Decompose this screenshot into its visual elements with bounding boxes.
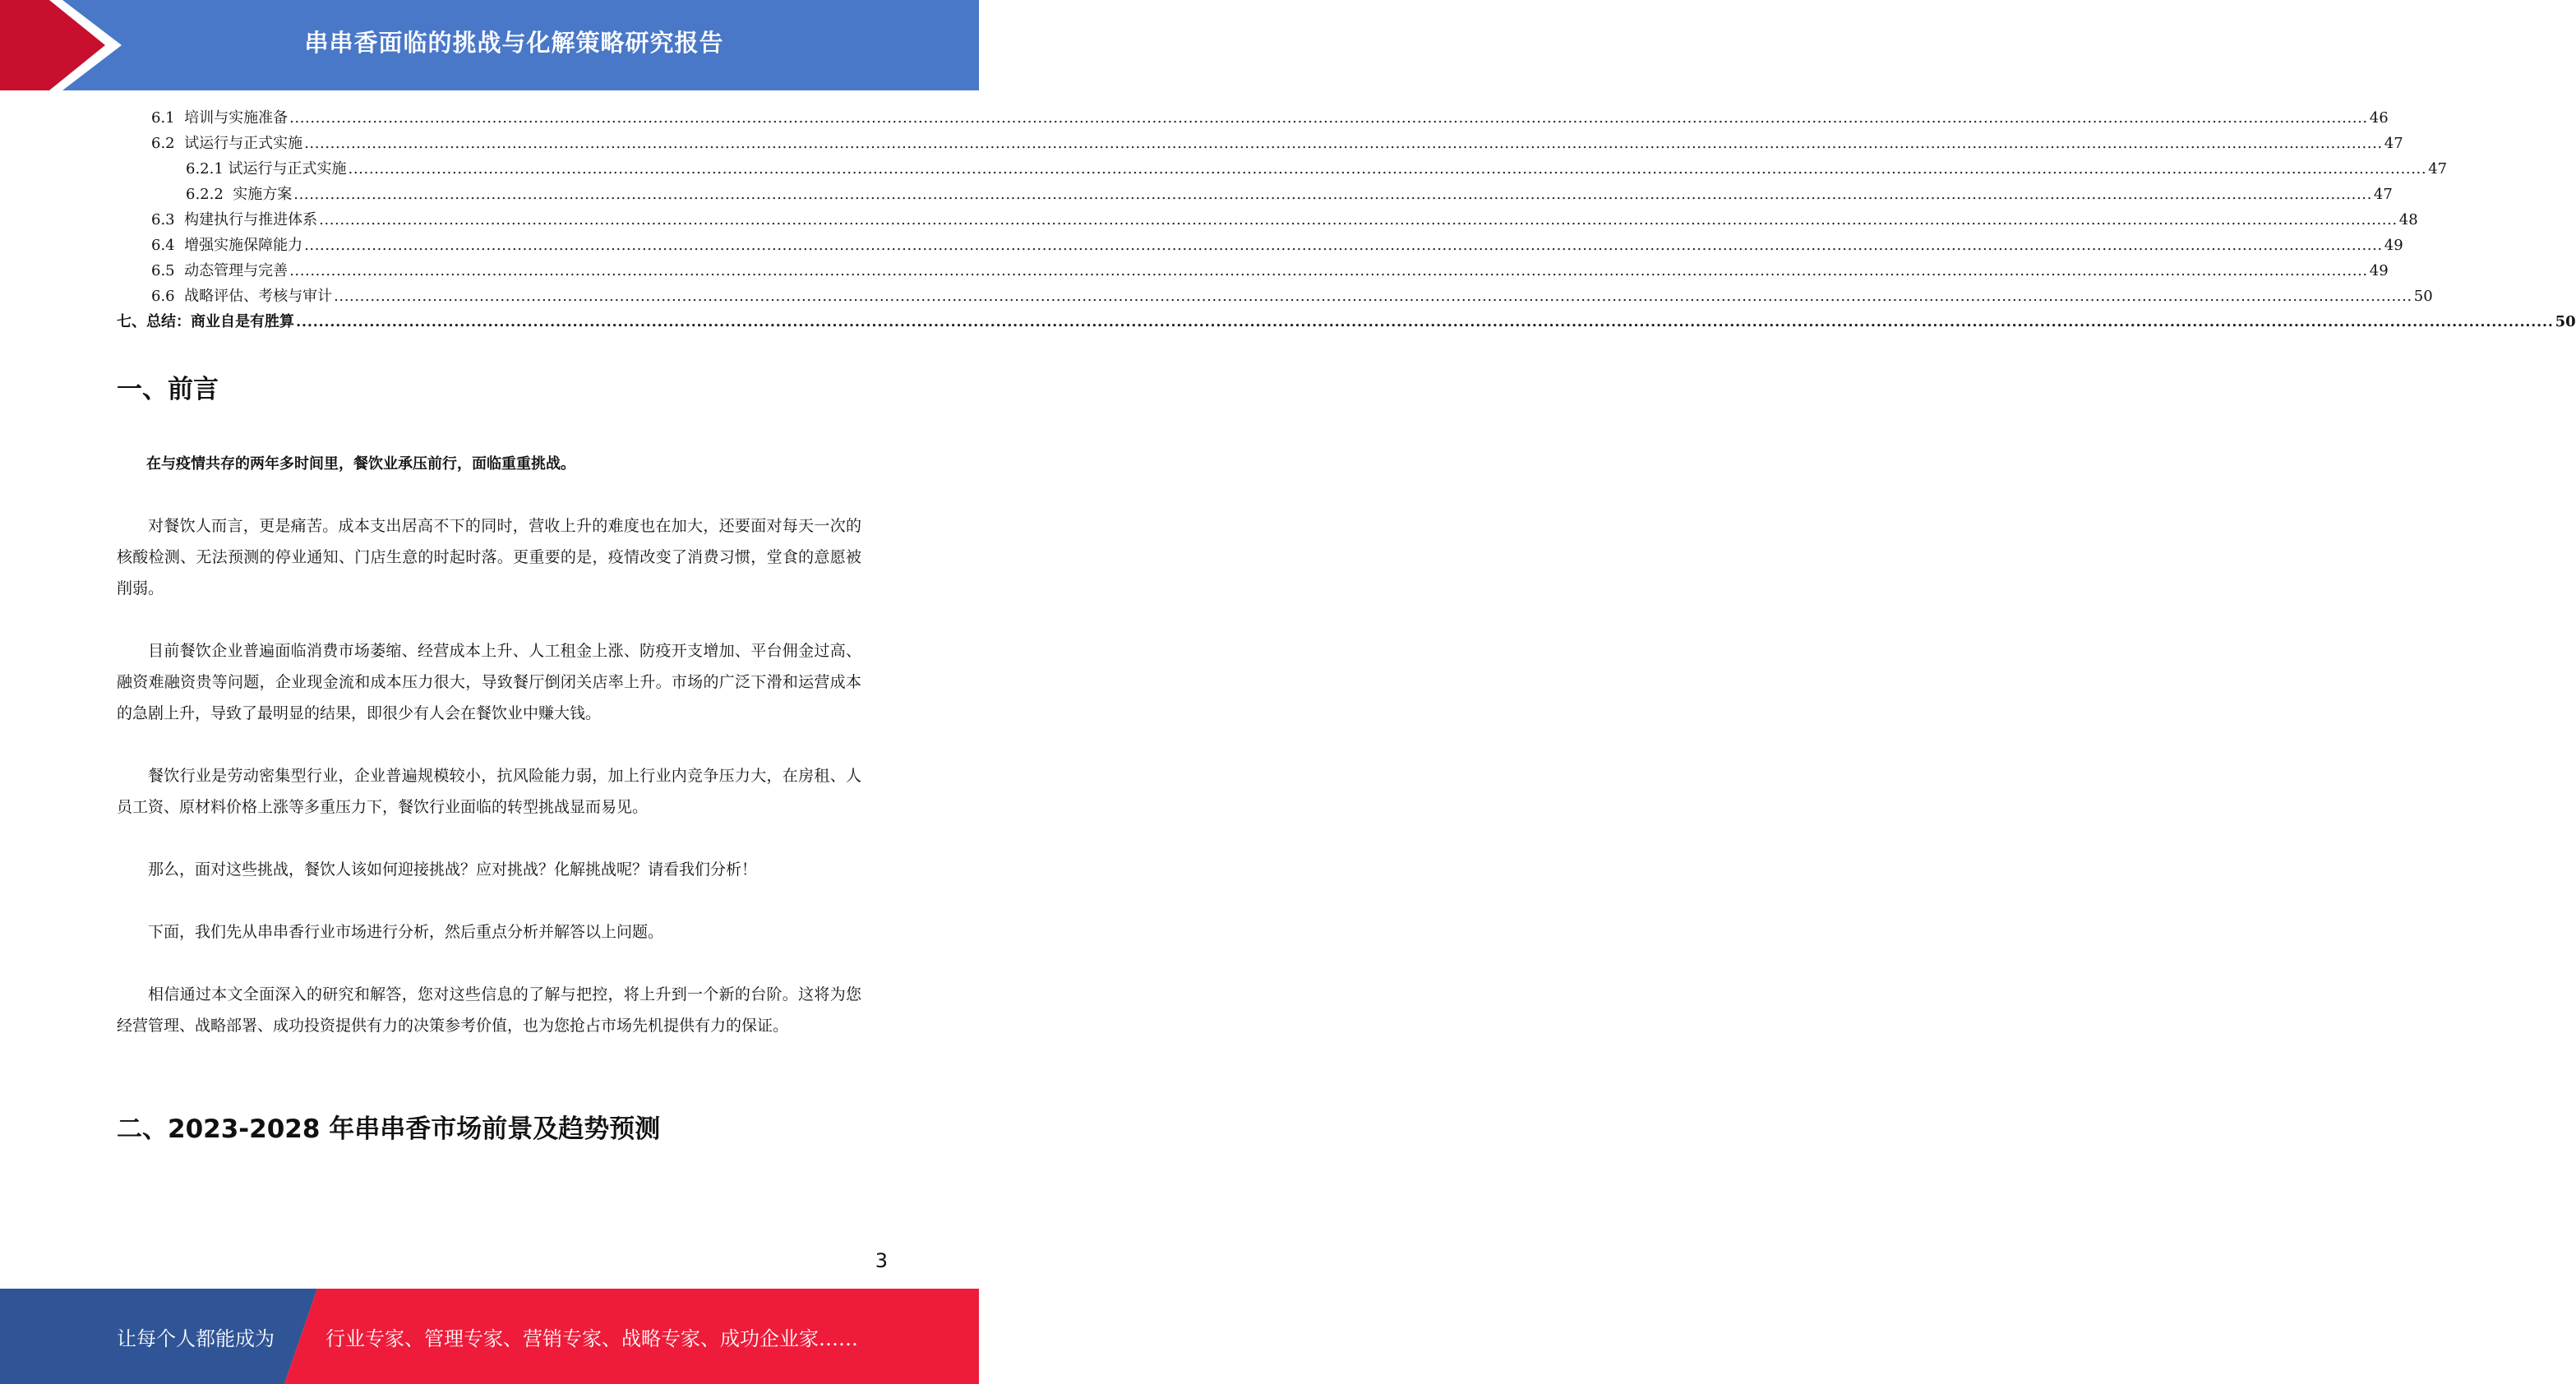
toc-entry-number: 6.4 (151, 237, 185, 254)
toc-entry-page: 47 (2384, 135, 2403, 152)
paragraph-4: 餐饮行业是劳动密集型行业，企业普遍规模较小，抗风险能力弱，加上行业内竞争压力大，在房租、人员工资、原材料价格上涨等多重压力下，餐饮行业面临的转型挑战显而易见。 (117, 767, 861, 816)
footer-slogan-right: 行业专家、管理专家、营销专家、战略专家、成功企业家…… (325, 1326, 858, 1350)
toc-entry[interactable] (117, 309, 2576, 334)
toc-entry-title: 试运行与正式实施 (184, 135, 303, 152)
toc-entry-page: 46 (2369, 109, 2389, 127)
page-number: 3 (875, 1249, 888, 1272)
toc-entry-title: 试运行与正式实施 (228, 160, 347, 178)
toc-entry-number: 6.2.2 (186, 186, 233, 203)
paragraph-2: 对餐饮人而言，更是痛苦。成本支出居高不下的同时，营收上升的难度也在加大，还要面对每天一次的核酸检测、无法预测的停业通知、门店生意的时起时落。更重要的是，疫情改变了消费习惯，堂食的意愿被削弱。 (117, 517, 861, 597)
page-footer (0, 1289, 979, 1384)
toc-entry-page: 49 (2369, 262, 2389, 279)
toc-entry-page: 47 (2373, 186, 2393, 203)
paragraph-1: 在与疫情共存的两年多时间里，餐饮业承压前行，面临重重挑战。 (146, 455, 575, 473)
paragraph-6: 下面，我们先从串串香行业市场进行分析，然后重点分析并解答以上问题。 (148, 923, 664, 941)
toc-entry-number: 6.3 (151, 211, 185, 228)
toc-entry-page: 50 (2413, 288, 2433, 305)
toc-entry-title: 战略评估、考核与审计 (184, 288, 333, 305)
toc-dot-leader: ................................................................................................................................................................................................................................................................................................................................................................................................................ (348, 160, 2427, 178)
toc-dot-leader: ................................................................................................................................................................................................................................................................................................................................................................................................................ (304, 237, 2383, 254)
toc-entry[interactable] (117, 207, 2418, 233)
footer-slogan-left: 让每个人都能成为 (117, 1326, 275, 1350)
report-title: 串串香面临的挑战与化解策略研究报告 (304, 28, 724, 57)
toc-entry-title: 培训与实施准备 (184, 109, 289, 127)
toc-entry-number: 6.6 (151, 288, 185, 305)
toc-entry[interactable] (117, 105, 2389, 131)
toc-entry-page: 48 (2398, 211, 2418, 228)
toc-dot-leader: ................................................................................................................................................................................................................................................................................................................................................................................................................ (289, 109, 2368, 127)
toc-entry-page: 47 (2428, 160, 2448, 178)
page-header (0, 0, 979, 90)
toc-dot-leader: ................................................................................................................................................................................................................................................................................................................................................................................................................ (334, 288, 2412, 305)
table-of-contents (117, 105, 2576, 334)
toc-entry[interactable] (117, 131, 2403, 156)
toc-entry-number: 6.5 (151, 262, 185, 279)
toc-entry-title: 构建执行与推进体系 (184, 211, 318, 228)
toc-dot-leader: ................................................................................................................................................................................................................................................................................................................................................................................................................ (304, 135, 2383, 152)
section-heading-preface: 一、前言 (117, 375, 219, 404)
toc-entry[interactable] (117, 156, 2448, 182)
toc-entry-number: 6.1 (151, 109, 185, 127)
toc-entry-title: 实施方案 (233, 186, 293, 203)
toc-entry[interactable] (117, 233, 2403, 258)
toc-entry-page: 49 (2384, 237, 2403, 254)
paragraph-3: 目前餐饮企业普遍面临消费市场萎缩、经营成本上升、人工租金上涨、防疫开支增加、平台佣金过高、融资难融资贵等问题，企业现金流和成本压力很大，导致餐厅倒闭关店率上升。市场的广泛下滑和运营成本的急剧上升，导致了最明显的结果，即很少有人会在餐饮业中赚大钱。 (117, 642, 861, 722)
toc-dot-leader: ................................................................................................................................................................................................................................................................................................................................................................................................................ (319, 211, 2398, 228)
toc-dot-leader: ................................................................................................................................................................................................................................................................................................................................................................................................................ (289, 262, 2368, 279)
toc-entry-number: 6.2 (151, 135, 185, 152)
toc-entry-title: 增强实施保障能力 (184, 237, 303, 254)
header-chevron-decoration (0, 0, 132, 90)
toc-entry-number: 6.2.1 (186, 160, 229, 178)
toc-entry-title: 七、总结：商业自是有胜算 (117, 313, 294, 330)
toc-entry[interactable] (117, 258, 2389, 284)
section-heading-market-outlook: 二、2023-2028 年串串香市场前景及趋势预测 (117, 1114, 661, 1144)
toc-dot-leader: ................................................................................................................................................................................................................................................................................................................................................................................................................ (293, 186, 2372, 203)
toc-dot-leader: ................................................................................................................................................................................................................................................................................................................................................................................................................ (296, 313, 2554, 330)
toc-entry[interactable] (117, 284, 2433, 309)
toc-entry-title: 动态管理与完善 (184, 262, 289, 279)
paragraph-5: 那么，面对这些挑战，餐饮人该如何迎接挑战？应对挑战？化解挑战呢？请看我们分析！ (148, 860, 758, 879)
toc-entry-page: 50 (2555, 313, 2576, 330)
paragraph-7: 相信通过本文全面深入的研究和解答，您对这些信息的了解与把控，将上升到一个新的台阶。这将为您经营管理、战略部署、成功投资提供有力的决策参考价值，也为您抢占市场先机提供有力的保证。 (117, 985, 861, 1035)
toc-entry[interactable] (117, 182, 2393, 207)
